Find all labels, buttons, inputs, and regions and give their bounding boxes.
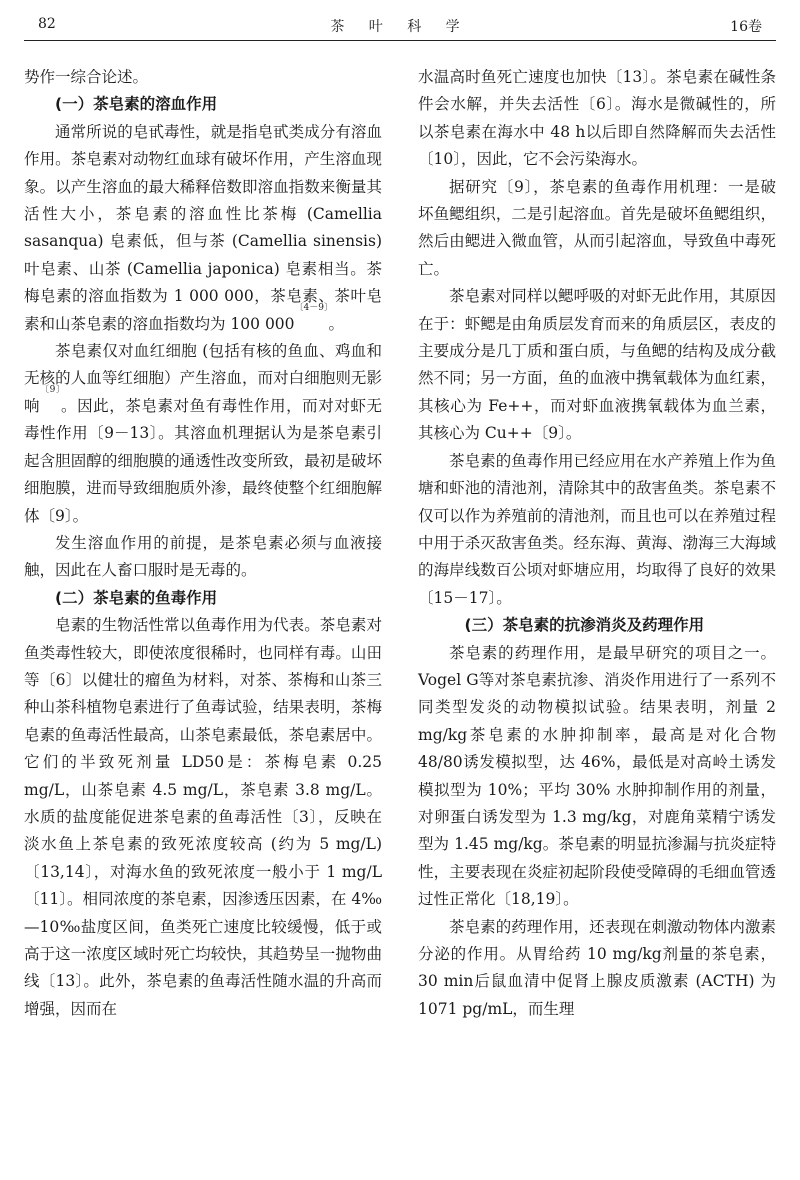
body-paragraph	[24, 119, 382, 338]
paragraph-text: 水温高时鱼死亡速度也加快〔13〕。茶皂素在碱性条件会水解，并失去活性〔6〕。海水是微碱性的，所以茶皂素在海水中 48 h以后即自然降解而失去活性〔10〕，因此，它不会污染海水。	[418, 68, 776, 169]
paragraph-text: 发生溶血作用的前提，是茶皂素必须与血液接触，因此在人畜口服时是无毒的。	[24, 533, 382, 580]
journal-title: 茶 叶 科 学	[330, 19, 470, 35]
paragraph-tail: 。	[328, 314, 344, 333]
paragraph-text: 势作一综合论述。	[24, 68, 149, 86]
paragraph-tail: 。因此，茶皂素对鱼有毒性作用，而对对虾无毒性作用〔9－13〕。其溶血机理据认为是茶皂素引起含胆固醇的细胞膜的通透性改变所致，最初是破坏细胞膜，进而导致细胞质外渗，最终使整个红细胞解体〔9〕。	[24, 396, 382, 525]
section-heading	[418, 612, 776, 639]
body-paragraph	[418, 283, 776, 447]
paragraph-text: (三）茶皂素的抗渗消炎及药理作用	[464, 616, 705, 635]
page-number: 82	[38, 16, 56, 32]
paragraph-text: 据研究〔9〕，茶皂素的鱼毒作用机理：一是破坏鱼鳃组织，二是引起溶血。首先是破坏鱼鳃组织，然后由鳃进入微血管，从而引起溶血，导致鱼中毒死亡。	[418, 177, 776, 278]
citation-marker: 〔4－9〕	[294, 302, 329, 313]
body-paragraph	[24, 64, 382, 91]
citation-marker: 〔9〕	[40, 384, 62, 395]
paragraph-text: 通常所说的皂甙毒性，就是指皂甙类成分有溶血作用。茶皂素对动物红血球有破坏作用，产生溶血现象。以产生溶血的最大稀释倍数即溶血指数来衡量其活性大小，茶皂素的溶血性比茶梅 (Camellia sasanqua) 皂素低，但与茶 (Camellia sinensis) 叶皂素、山茶 (Camellia japonica) 皂素相当。茶梅皂素的溶血指数为 1 000 000，茶皂素、茶叶皂素和山茶皂素的溶血指数均为 100 000	[24, 122, 382, 333]
body-paragraph	[24, 338, 382, 530]
paragraph-text: 茶皂素的药理作用，是最早研究的项目之一。Vogel G等对茶皂素抗渗、消炎作用进行了一系列不同类型发炎的动物模拟试验。结果表明，剂量 2 mg/kg茶皂素的水肿抑制率，最高是对化合物 48/80诱发模拟型，达 46%，最低是对高岭土诱发模拟型为 10%；平均 30% 水肿抑制作用的剂量，对卵蛋白诱发型为 1.3 mg/kg，对鹿角菜精宁诱发型为 1.45 mg/kg。茶皂素的明显抗渗漏与抗炎症特性，主要表现在炎症初起阶段使受障碍的毛细血管透过性正常化〔18,19〕。	[418, 643, 776, 909]
running-header	[24, 14, 776, 41]
body-paragraph	[418, 640, 776, 914]
body-paragraph	[418, 448, 776, 612]
right-column	[418, 64, 776, 1023]
paragraph-text: (二）茶皂素的鱼毒作用	[55, 588, 218, 607]
body-paragraph	[418, 174, 776, 284]
section-heading	[24, 585, 382, 612]
body-paragraph	[418, 64, 776, 174]
paragraph-text: (一）茶皂素的溶血作用	[55, 95, 218, 114]
body-paragraph	[418, 914, 776, 1024]
paragraph-text: 皂素的生物活性常以鱼毒作用为代表。茶皂素对鱼类毒性较大，即使浓度很稀时，也同样有毒。山田等〔6〕以健壮的瘤鱼为材料，对茶、茶梅和山茶三种山茶科植物皂素进行了鱼毒试验，结果表明，茶梅皂素的鱼毒活性最高，山茶皂素最低，茶皂素居中。它们的半致死剂量 LD50是：茶梅皂素 0.25 mg/L，山茶皂素 4.5 mg/L，茶皂素 3.8 mg/L。水质的盐度能促进茶皂素的鱼毒活性〔3〕，反映在淡水鱼上茶皂素的致死浓度较高 (约为 5 mg/L)〔13,14〕，对海水鱼的致死浓度一般小于 1 mg/L〔11〕。相同浓度的茶皂素，因渗透压因素，在 4‰—10‰盐度区间，鱼类死亡速度比较缓慢，低于或高于这一浓度区域时死亡均较快，其趋势呈一抛物曲线〔13〕。此外，茶皂素的鱼毒活性随水温的升高而增强，因而在	[24, 616, 382, 1018]
body-paragraph	[24, 530, 382, 585]
paragraph-text: 茶皂素对同样以鳃呼吸的对虾无此作用，其原因在于：虾鳃是由角质层发育而来的角质层区，表皮的主要成分是几丁质和蛋白质，与鱼鳃的结构及成分截然不同；另一方面，鱼的血液中携氧载体为血红素，其核心为 Fe++，而对虾血液携氧载体为血兰素，其核心为 Cu++〔9〕。	[418, 287, 776, 443]
paragraph-text: 茶皂素仅对血红细胞 (包括有核的鱼血、鸡血和无核的人血等红细胞）产生溶血，而对白细胞则无影响	[24, 342, 382, 415]
paragraph-text: 茶皂素的药理作用，还表现在刺激动物体内激素分泌的作用。从胃给药 10 mg/kg剂量的茶皂素，30 min后鼠血清中促肾上腺皮质激素 (ACTH) 为 1071 pg/mL，而生理	[418, 917, 776, 1018]
volume-label: 16卷	[730, 19, 762, 35]
section-heading	[24, 91, 382, 118]
paragraph-text: 茶皂素的鱼毒作用已经应用在水产养殖上作为鱼塘和虾池的清池剂，清除其中的敌害鱼类。茶皂素不仅可以作为养殖前的清池剂，而且也可以在养殖过程中用于杀灭敌害鱼类。经东海、黄海、渤海三大海域的海岸线数百公顷对虾塘应用，均取得了良好的效果〔15－17〕。	[418, 451, 776, 607]
left-column	[24, 64, 382, 1023]
body-paragraph	[24, 612, 382, 1023]
